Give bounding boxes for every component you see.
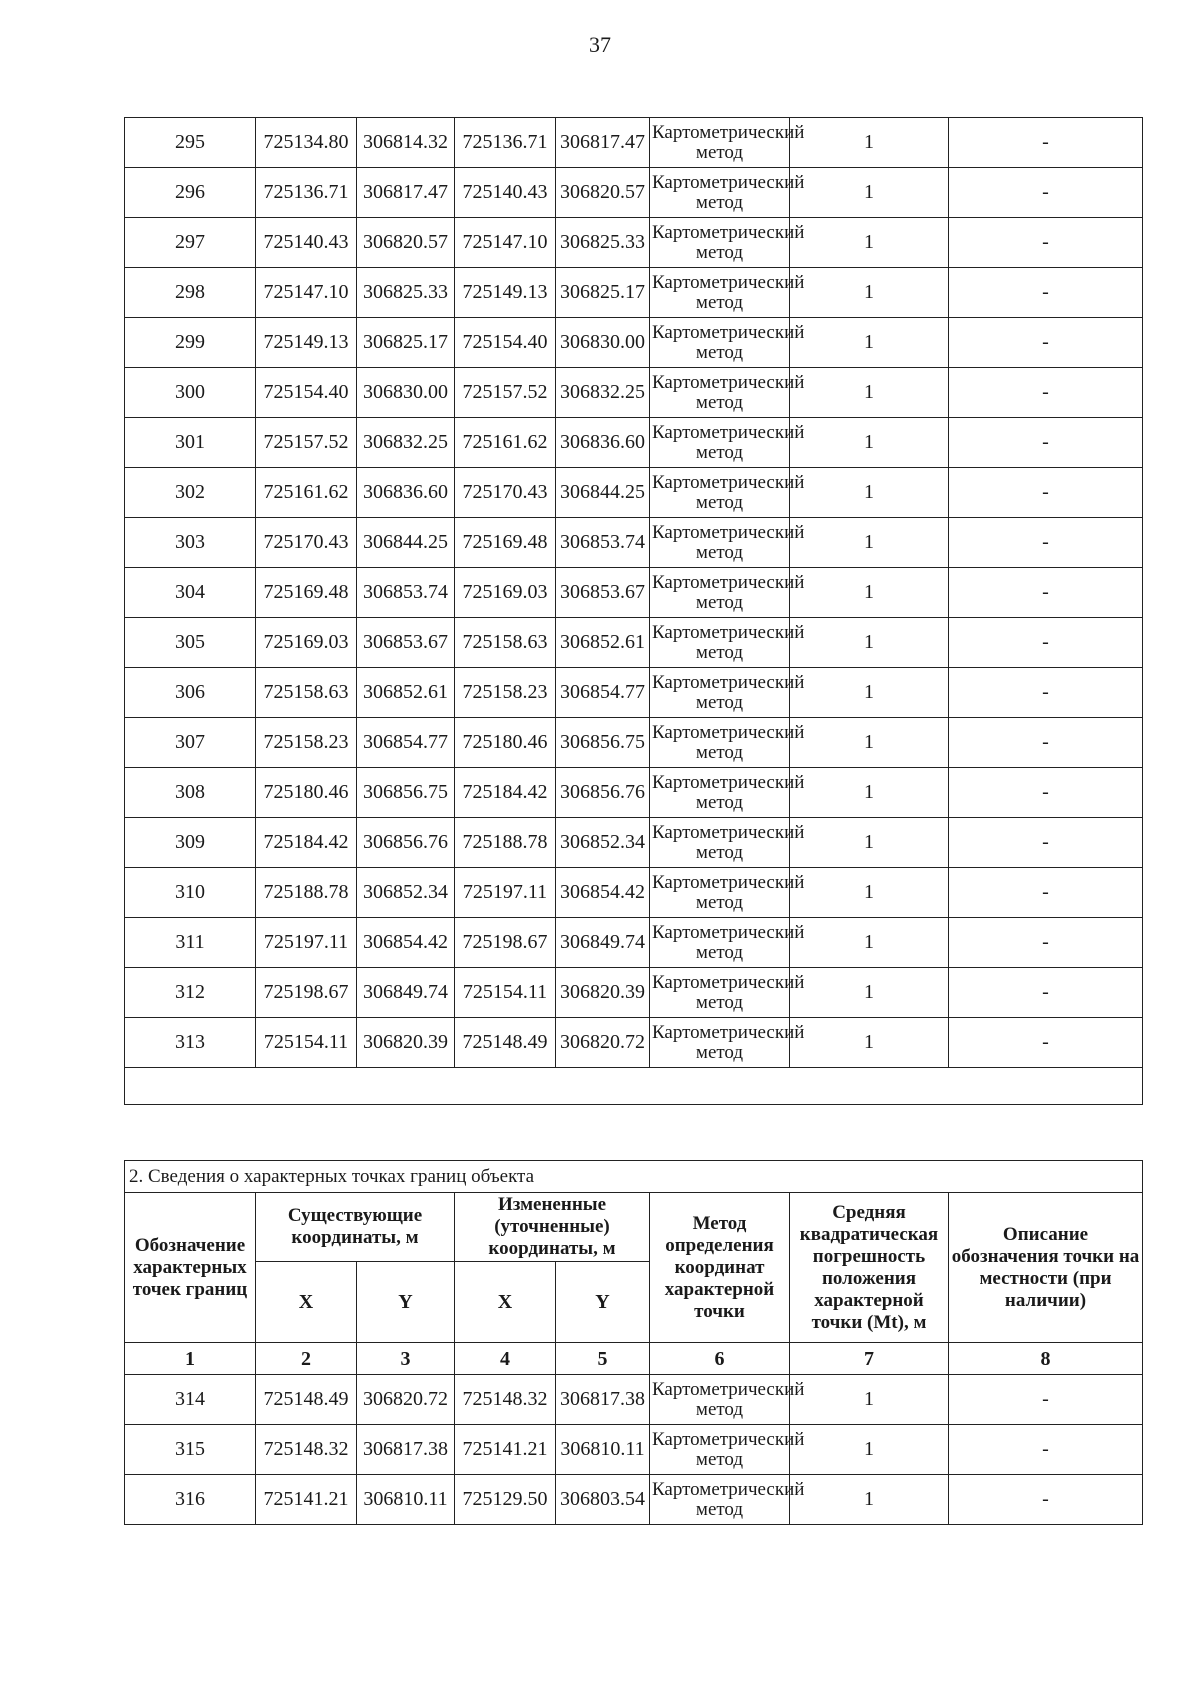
existing-y-cell: 306852.61: [357, 668, 455, 718]
changed-x-cell: 725147.10: [455, 218, 556, 268]
table-row: [125, 768, 1143, 818]
page-number: 37: [589, 32, 611, 57]
table-row: [125, 468, 1143, 518]
accuracy-cell: 1: [790, 1375, 949, 1425]
accuracy-cell: 1: [790, 1018, 949, 1068]
existing-x-cell: 725147.10: [256, 268, 357, 318]
method-cell: Картометрический метод: [650, 368, 790, 418]
existing-x-cell: 725198.67: [256, 968, 357, 1018]
point-cell: 307: [125, 718, 256, 768]
column-number: 6: [650, 1343, 790, 1375]
existing-y-cell: 306820.57: [357, 218, 455, 268]
header-changed-x: X: [455, 1262, 556, 1343]
changed-x-cell: 725157.52: [455, 368, 556, 418]
existing-x-cell: 725158.23: [256, 718, 357, 768]
existing-y-cell: 306814.32: [357, 118, 455, 168]
changed-y-cell: 306849.74: [556, 918, 650, 968]
existing-y-cell: 306844.25: [357, 518, 455, 568]
changed-y-cell: 306817.38: [556, 1375, 650, 1425]
description-cell: -: [949, 118, 1143, 168]
changed-y-cell: 306825.33: [556, 218, 650, 268]
table-row: [125, 1475, 1143, 1525]
method-cell: Картометрический метод: [650, 518, 790, 568]
method-cell: Картометрический метод: [650, 1375, 790, 1425]
existing-x-cell: 725149.13: [256, 318, 357, 368]
existing-y-cell: 306810.11: [357, 1475, 455, 1525]
changed-y-cell: 306854.42: [556, 868, 650, 918]
point-cell: 315: [125, 1425, 256, 1475]
header-existing-coords: Существующие координаты, м: [256, 1193, 455, 1262]
description-cell: -: [949, 168, 1143, 218]
method-cell: Картометрический метод: [650, 968, 790, 1018]
column-number: 2: [256, 1343, 357, 1375]
method-cell: Картометрический метод: [650, 868, 790, 918]
accuracy-cell: 1: [790, 968, 949, 1018]
boundary-points-table: [124, 1160, 1143, 1525]
header-accuracy: Средняя квадратическая погрешность положения характерной точки (Mt), м: [790, 1193, 949, 1343]
description-cell: -: [949, 668, 1143, 718]
table-row: [125, 268, 1143, 318]
description-cell: -: [949, 468, 1143, 518]
table-row: [125, 818, 1143, 868]
existing-x-cell: 725148.49: [256, 1375, 357, 1425]
point-cell: 304: [125, 568, 256, 618]
table-row: [125, 1425, 1143, 1475]
existing-y-cell: 306856.75: [357, 768, 455, 818]
description-cell: -: [949, 318, 1143, 368]
existing-y-cell: 306854.42: [357, 918, 455, 968]
description-cell: -: [949, 368, 1143, 418]
method-cell: Картометрический метод: [650, 318, 790, 368]
existing-y-cell: 306853.74: [357, 568, 455, 618]
point-cell: 300: [125, 368, 256, 418]
accuracy-cell: 1: [790, 1425, 949, 1475]
point-cell: 310: [125, 868, 256, 918]
accuracy-cell: 1: [790, 368, 949, 418]
point-cell: 303: [125, 518, 256, 568]
description-cell: -: [949, 1375, 1143, 1425]
table-row: [125, 968, 1143, 1018]
column-number: 1: [125, 1343, 256, 1375]
existing-x-cell: 725188.78: [256, 868, 357, 918]
existing-x-cell: 725134.80: [256, 118, 357, 168]
existing-x-cell: 725180.46: [256, 768, 357, 818]
changed-y-cell: 306836.60: [556, 418, 650, 468]
point-cell: 298: [125, 268, 256, 318]
accuracy-cell: 1: [790, 768, 949, 818]
existing-y-cell: 306849.74: [357, 968, 455, 1018]
method-cell: Картометрический метод: [650, 118, 790, 168]
method-cell: Картометрический метод: [650, 268, 790, 318]
table-row: [125, 118, 1143, 168]
method-cell: Картометрический метод: [650, 818, 790, 868]
changed-y-cell: 306803.54: [556, 1475, 650, 1525]
accuracy-cell: 1: [790, 568, 949, 618]
accuracy-cell: 1: [790, 118, 949, 168]
accuracy-cell: 1: [790, 918, 949, 968]
table-row: [125, 218, 1143, 268]
description-cell: -: [949, 1018, 1143, 1068]
changed-x-cell: 725169.48: [455, 518, 556, 568]
existing-x-cell: 725136.71: [256, 168, 357, 218]
accuracy-cell: 1: [790, 518, 949, 568]
column-number: 5: [556, 1343, 650, 1375]
existing-x-cell: 725197.11: [256, 918, 357, 968]
description-cell: -: [949, 768, 1143, 818]
point-cell: 306: [125, 668, 256, 718]
changed-x-cell: 725148.49: [455, 1018, 556, 1068]
table-row: [125, 668, 1143, 718]
coordinates-table-continued: [124, 117, 1143, 1105]
changed-x-cell: 725180.46: [455, 718, 556, 768]
existing-y-cell: 306856.76: [357, 818, 455, 868]
changed-y-cell: 306852.34: [556, 818, 650, 868]
point-cell: 312: [125, 968, 256, 1018]
description-cell: -: [949, 1425, 1143, 1475]
changed-y-cell: 306853.67: [556, 568, 650, 618]
existing-x-cell: 725140.43: [256, 218, 357, 268]
description-cell: -: [949, 568, 1143, 618]
changed-y-cell: 306854.77: [556, 668, 650, 718]
description-cell: -: [949, 918, 1143, 968]
accuracy-cell: 1: [790, 718, 949, 768]
accuracy-cell: 1: [790, 218, 949, 268]
accuracy-cell: 1: [790, 668, 949, 718]
existing-y-cell: 306852.34: [357, 868, 455, 918]
column-number: 8: [949, 1343, 1143, 1375]
changed-x-cell: 725158.23: [455, 668, 556, 718]
changed-x-cell: 725198.67: [455, 918, 556, 968]
changed-x-cell: 725149.13: [455, 268, 556, 318]
existing-x-cell: 725184.42: [256, 818, 357, 868]
existing-x-cell: 725154.40: [256, 368, 357, 418]
existing-x-cell: 725157.52: [256, 418, 357, 468]
existing-y-cell: 306820.39: [357, 1018, 455, 1068]
table-row: [125, 568, 1143, 618]
changed-y-cell: 306844.25: [556, 468, 650, 518]
column-number: 7: [790, 1343, 949, 1375]
changed-y-cell: 306852.61: [556, 618, 650, 668]
existing-x-cell: 725148.32: [256, 1425, 357, 1475]
method-cell: Картометрический метод: [650, 418, 790, 468]
blank-cell: [125, 1068, 1143, 1105]
existing-y-cell: 306832.25: [357, 418, 455, 468]
existing-y-cell: 306825.33: [357, 268, 455, 318]
changed-y-cell: 306820.39: [556, 968, 650, 1018]
header-changed-coords: Измененные (уточненные) координаты, м: [455, 1193, 650, 1262]
accuracy-cell: 1: [790, 418, 949, 468]
changed-y-cell: 306820.72: [556, 1018, 650, 1068]
table-row: [125, 318, 1143, 368]
changed-y-cell: 306817.47: [556, 118, 650, 168]
existing-x-cell: 725169.03: [256, 618, 357, 668]
existing-y-cell: 306853.67: [357, 618, 455, 668]
header-method: Метод определения координат характерной точки: [650, 1193, 790, 1343]
table-row: [125, 368, 1143, 418]
table-row: [125, 718, 1143, 768]
method-cell: Картометрический метод: [650, 468, 790, 518]
existing-x-cell: 725170.43: [256, 518, 357, 568]
changed-x-cell: 725140.43: [455, 168, 556, 218]
accuracy-cell: 1: [790, 818, 949, 868]
description-cell: -: [949, 1475, 1143, 1525]
header-point-designation: Обозначение характерных точек границ: [125, 1193, 256, 1343]
table-row: [125, 1018, 1143, 1068]
changed-y-cell: 306820.57: [556, 168, 650, 218]
changed-y-cell: 306830.00: [556, 318, 650, 368]
description-cell: -: [949, 268, 1143, 318]
header-description: Описание обозначения точки на местности (при наличии): [949, 1193, 1143, 1343]
point-cell: 297: [125, 218, 256, 268]
existing-x-cell: 725161.62: [256, 468, 357, 518]
point-cell: 311: [125, 918, 256, 968]
table-row: [125, 868, 1143, 918]
changed-x-cell: 725141.21: [455, 1425, 556, 1475]
changed-x-cell: 725170.43: [455, 468, 556, 518]
method-cell: Картометрический метод: [650, 1018, 790, 1068]
changed-y-cell: 306810.11: [556, 1425, 650, 1475]
header-existing-x: X: [256, 1262, 357, 1343]
method-cell: Картометрический метод: [650, 168, 790, 218]
existing-x-cell: 725154.11: [256, 1018, 357, 1068]
changed-x-cell: 725148.32: [455, 1375, 556, 1425]
point-cell: 301: [125, 418, 256, 468]
description-cell: -: [949, 518, 1143, 568]
description-cell: -: [949, 618, 1143, 668]
point-cell: 309: [125, 818, 256, 868]
method-cell: Картометрический метод: [650, 618, 790, 668]
existing-y-cell: 306825.17: [357, 318, 455, 368]
changed-x-cell: 725197.11: [455, 868, 556, 918]
changed-y-cell: 306853.74: [556, 518, 650, 568]
changed-x-cell: 725129.50: [455, 1475, 556, 1525]
point-cell: 314: [125, 1375, 256, 1425]
header-existing-y: Y: [357, 1262, 455, 1343]
description-cell: -: [949, 718, 1143, 768]
section-title: 2. Сведения о характерных точках границ объекта: [125, 1161, 1143, 1193]
description-cell: -: [949, 418, 1143, 468]
changed-x-cell: 725161.62: [455, 418, 556, 468]
existing-x-cell: 725158.63: [256, 668, 357, 718]
existing-y-cell: 306820.72: [357, 1375, 455, 1425]
method-cell: Картометрический метод: [650, 718, 790, 768]
point-cell: 302: [125, 468, 256, 518]
table-row: [125, 918, 1143, 968]
existing-y-cell: 306854.77: [357, 718, 455, 768]
column-number: 3: [357, 1343, 455, 1375]
existing-y-cell: 306817.38: [357, 1425, 455, 1475]
point-cell: 295: [125, 118, 256, 168]
column-number: 4: [455, 1343, 556, 1375]
point-cell: 308: [125, 768, 256, 818]
description-cell: -: [949, 968, 1143, 1018]
existing-y-cell: 306830.00: [357, 368, 455, 418]
description-cell: -: [949, 868, 1143, 918]
point-cell: 296: [125, 168, 256, 218]
changed-y-cell: 306825.17: [556, 268, 650, 318]
method-cell: Картометрический метод: [650, 1425, 790, 1475]
existing-x-cell: 725141.21: [256, 1475, 357, 1525]
point-cell: 299: [125, 318, 256, 368]
table-row: [125, 1375, 1143, 1425]
method-cell: Картометрический метод: [650, 1475, 790, 1525]
accuracy-cell: 1: [790, 468, 949, 518]
existing-y-cell: 306817.47: [357, 168, 455, 218]
table-row: [125, 518, 1143, 568]
method-cell: Картометрический метод: [650, 918, 790, 968]
table-row: [125, 168, 1143, 218]
accuracy-cell: 1: [790, 268, 949, 318]
changed-x-cell: 725169.03: [455, 568, 556, 618]
method-cell: Картометрический метод: [650, 218, 790, 268]
table-row: [125, 618, 1143, 668]
header-changed-y: Y: [556, 1262, 650, 1343]
accuracy-cell: 1: [790, 868, 949, 918]
existing-y-cell: 306836.60: [357, 468, 455, 518]
existing-x-cell: 725169.48: [256, 568, 357, 618]
changed-x-cell: 725184.42: [455, 768, 556, 818]
point-cell: 313: [125, 1018, 256, 1068]
changed-y-cell: 306856.75: [556, 718, 650, 768]
method-cell: Картометрический метод: [650, 668, 790, 718]
description-cell: -: [949, 818, 1143, 868]
point-cell: 305: [125, 618, 256, 668]
accuracy-cell: 1: [790, 168, 949, 218]
blank-row: [125, 1068, 1143, 1105]
changed-x-cell: 725154.11: [455, 968, 556, 1018]
changed-x-cell: 725188.78: [455, 818, 556, 868]
point-cell: 316: [125, 1475, 256, 1525]
description-cell: -: [949, 218, 1143, 268]
accuracy-cell: 1: [790, 1475, 949, 1525]
changed-y-cell: 306856.76: [556, 768, 650, 818]
changed-y-cell: 306832.25: [556, 368, 650, 418]
changed-x-cell: 725158.63: [455, 618, 556, 668]
method-cell: Картометрический метод: [650, 768, 790, 818]
method-cell: Картометрический метод: [650, 568, 790, 618]
accuracy-cell: 1: [790, 318, 949, 368]
table-row: [125, 418, 1143, 468]
changed-x-cell: 725136.71: [455, 118, 556, 168]
changed-x-cell: 725154.40: [455, 318, 556, 368]
accuracy-cell: 1: [790, 618, 949, 668]
